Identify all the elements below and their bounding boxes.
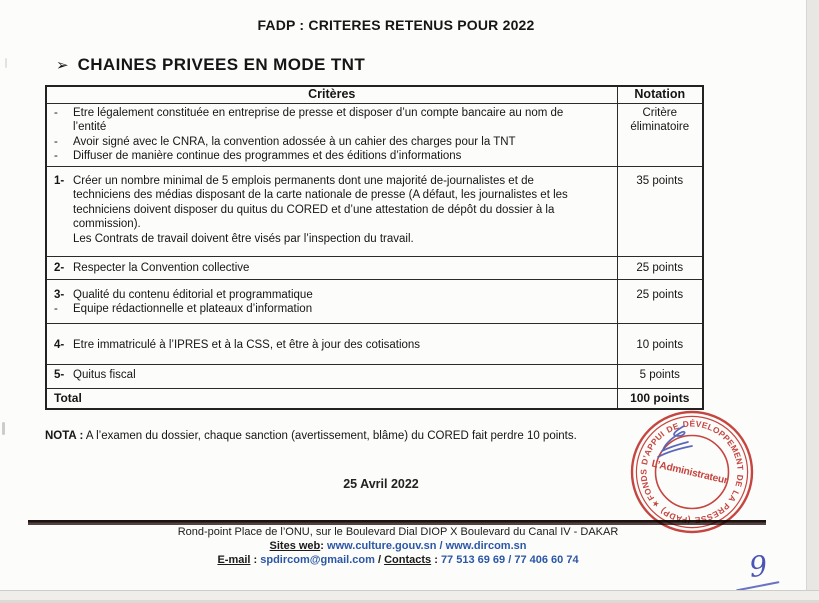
item-number: 3- [54, 288, 65, 301]
criteria-line [47, 391, 617, 406]
criteria-line [47, 261, 617, 276]
scan-speck [2, 422, 5, 435]
criteria-line [47, 106, 617, 135]
column-header-notation: Notation [617, 86, 703, 103]
table-row [46, 103, 703, 166]
criteria-line [47, 338, 617, 353]
indent-spacer [47, 232, 73, 247]
notation-cell: 10 points [617, 323, 703, 364]
criteria-cell [46, 279, 617, 323]
total-label: Total [54, 390, 82, 405]
notation-cell: 35 points [617, 166, 703, 256]
official-round-stamp [629, 409, 755, 535]
table-row [46, 279, 703, 323]
table-row [46, 256, 703, 279]
criteria-cell [46, 166, 617, 256]
criteria-text: Etre immatriculé à l’IPRES et à la CSS, et être à jour des cotisations [73, 338, 421, 351]
indent-spacer [47, 391, 54, 406]
colon: : [320, 540, 324, 552]
item-number: 2- [54, 261, 65, 274]
bullet-dash: - [54, 135, 58, 148]
criteria-text: Qualité du contenu éditorial et programmatique [73, 288, 313, 301]
nota-label: NOTA : [45, 430, 84, 442]
section-heading [56, 55, 365, 75]
scan-edge-right [806, 0, 819, 603]
notation-cell: Critère éliminatoire [617, 103, 703, 166]
scan-speck [5, 58, 7, 68]
table-row [46, 166, 703, 256]
document-date: 25 Avril 2022 [343, 477, 419, 491]
email-address: spdircom@gmail.com [260, 554, 375, 566]
phone-numbers: 77 513 69 69 / 77 406 60 74 [440, 554, 579, 566]
stamp-ring-text: FONDS D’APPUI DE DÉVELOPPEMENT DE LA PRESSE (FADP) ★ [638, 418, 746, 526]
footer-address: Rond-point Place de l’ONU, sur le Boulevard Dial DIOP X Boulevard du Canal IV - DAKAR [177, 526, 619, 538]
item-number: 5- [54, 368, 65, 381]
notation-cell: 25 points [617, 256, 703, 279]
email-label: E-mail [217, 554, 251, 566]
website-links: www.culture.gouv.sn / www.dircom.sn [327, 540, 527, 552]
criteria-text: Equipe rédactionnelle et plateaux d’information [73, 303, 313, 315]
criteria-text: Avoir signé avec le CNRA, la convention adossée à un cahier des charges pour la TNT [73, 135, 516, 148]
criteria-line [47, 232, 617, 247]
criteria-text: Créer un nombre minimal de 5 emplois permanents dont une majorité de-journalistes et de techniciens des médias disposant de la carte nationale de presse (A défaut, les journalistes et les techniciens doivent disposer du quitus du CORED et d’une attestation de dépôt du dossier à la commission). [73, 174, 568, 230]
document-title: FADP : CRITERES RETENUS POUR 2022 [257, 17, 535, 33]
nota-text: A l’examen du dossier, chaque sanction (avertissement, blâme) du CORED fait perdre 10 points. [85, 430, 577, 442]
criteria-cell [46, 103, 617, 166]
criteria-line [47, 135, 617, 150]
notation-cell: 25 points [617, 279, 703, 323]
criteria-cell [46, 323, 617, 364]
criteria-line [47, 149, 617, 164]
criteria-text: Les Contrats de travail doivent être visés par l’inspection du travail. [73, 232, 414, 245]
total-points-cell: 100 points [617, 388, 703, 409]
colon: : [434, 554, 438, 566]
criteria-line [47, 174, 617, 232]
section-heading-text: CHAINES PRIVEES EN MODE TNT [77, 55, 366, 74]
bullet-dash: - [54, 106, 58, 119]
sites-web-label: Sites web [269, 540, 321, 552]
bullet-dash: - [54, 150, 58, 162]
nota-line [45, 430, 670, 442]
colon: : [253, 554, 258, 566]
item-number: 4- [54, 338, 65, 351]
arrowhead-bullet-icon: ➢ [56, 56, 69, 74]
criteria-cell [46, 256, 617, 279]
table-row [46, 323, 703, 364]
criteria-text: Quitus fiscal [73, 368, 136, 381]
criteria-line [47, 302, 617, 317]
column-header-criteres: Critères [46, 86, 617, 103]
bullet-dash: - [54, 303, 58, 315]
contacts-label: Contacts [384, 554, 432, 566]
notation-cell: 5 points [617, 364, 703, 388]
page-number-digit: 9 [747, 549, 770, 585]
criteria-line [47, 288, 617, 303]
slash-separator: / [377, 554, 382, 566]
handwritten-page-number [739, 548, 778, 596]
item-number: 1- [54, 174, 65, 187]
table-row [46, 364, 703, 388]
criteria-text: Diffuser de manière continue des programmes et des éditions d’informations [73, 150, 462, 162]
criteria-cell [46, 364, 617, 388]
footer-contacts [0, 554, 796, 567]
criteria-text: Etre légalement constituée en entreprise de presse et disposer d’un compte bancaire au nom de l’entité [73, 106, 564, 133]
criteria-text: Respecter la Convention collective [73, 261, 250, 274]
footer-websites [0, 540, 796, 553]
stamp-center-text: L’Administrateur [650, 458, 729, 487]
table-total-row [46, 388, 703, 409]
criteria-table [45, 85, 704, 410]
criteria-line [47, 368, 617, 383]
table-header-row [46, 86, 703, 103]
total-label-cell [46, 388, 617, 409]
